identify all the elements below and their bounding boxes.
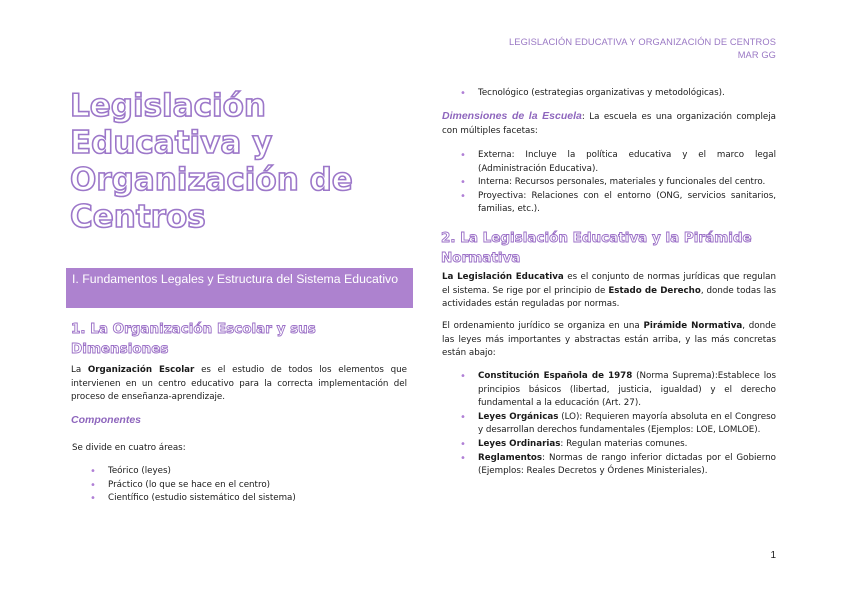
- piramide-paragraph: El ordenamiento jurídico se organiza en una Pirámide Normativa, donde las leyes más importantes y abstractas están arriba, y las más concretas están abajo:: [442, 321, 776, 358]
- organizacion-escolar-paragraph: La Organización Escolar es el estudio de todos los elementos que intervienen en un centro educativo para la correcta implementación del proceso de enseñanza-aprendizaje.: [71, 365, 407, 402]
- running-header: [509, 36, 776, 62]
- list-item: • Leyes Orgánicas (LO): Requieren mayoría absoluta en el Congreso y desarrollan derechos fundamentales (Ejemplos: LOE, LOMLOE).: [460, 411, 776, 438]
- list-item: • Leyes Ordinarias: Regulan materias comunes.: [460, 438, 776, 452]
- list-item: • Práctico (lo que se hace en el centro): [90, 479, 410, 493]
- list-item: • Externa: Incluye la política educativa y el marco legal (Administración Educativa).: [460, 149, 776, 176]
- section2-heading: 2. La Legislación Educativa y la Pirámide Normativa: [441, 230, 752, 266]
- componentes-list: [90, 465, 410, 506]
- header-author: MAR GG: [737, 50, 776, 60]
- dimensiones-heading: Dimensiones de la Escuela: [442, 110, 582, 122]
- legislacion-paragraph: La Legislación Educativa es el conjunto de normas jurídicas que regulan el sistema. Se rige por el principio de Estado de Derecho, donde todas las actividades están reguladas por normas.: [442, 272, 776, 309]
- list-item: • Proyectiva: Relaciones con el entorno (ONG, servicios sanitarios, familias, etc.).: [460, 190, 776, 217]
- page-number: 1: [770, 550, 776, 561]
- section-banner: I. Fundamentos Legales y Estructura del Sistema Educativo: [66, 268, 413, 308]
- organizacion-escolar-term: Organización Escolar: [87, 365, 195, 375]
- list-item: • Tecnológico (estrategias organizativas y metodológicas).: [460, 87, 776, 101]
- list-item: • Teórico (leyes): [90, 465, 410, 479]
- legislacion-term: La Legislación Educativa: [442, 272, 564, 282]
- document-title: Legislación Educativa y Organización de Centros: [70, 88, 353, 235]
- list-item: • Reglamentos: Normas de rango inferior dictadas por el Gobierno (Ejemplos: Reales Decretos y Órdenes Ministeriales).: [460, 452, 776, 479]
- dimensiones-paragraph: Dimensiones de la Escuela: La escuela es una organización compleja con múltiples facetas:: [442, 110, 776, 136]
- list-item: • Constitución Española de 1978 (Norma Suprema):Establece los principios básicos (libertad, justicia, igualdad) y el derecho fundamental a la educación (Art. 27).: [460, 370, 776, 411]
- componentes-intro: Se divide en cuatro áreas:: [72, 443, 186, 453]
- dimensiones-list: [460, 149, 776, 217]
- list-item: • Científico (estudio sistemático del sistema): [90, 492, 410, 506]
- header-title: LEGISLACIÓN EDUCATIVA Y ORGANIZACIÓN DE CENTROS: [509, 37, 776, 47]
- piramide-list: [460, 370, 776, 479]
- section1-heading: 1. La Organización Escolar y sus Dimensiones: [71, 321, 316, 357]
- estado-derecho-term: Estado de Derecho: [608, 285, 701, 296]
- piramide-term: Pirámide Normativa: [643, 321, 743, 331]
- componentes-heading: Componentes: [71, 414, 142, 426]
- componentes-list-continued: [460, 87, 776, 101]
- list-item: • Interna: Recursos personales, materiales y funcionales del centro.: [460, 176, 776, 190]
